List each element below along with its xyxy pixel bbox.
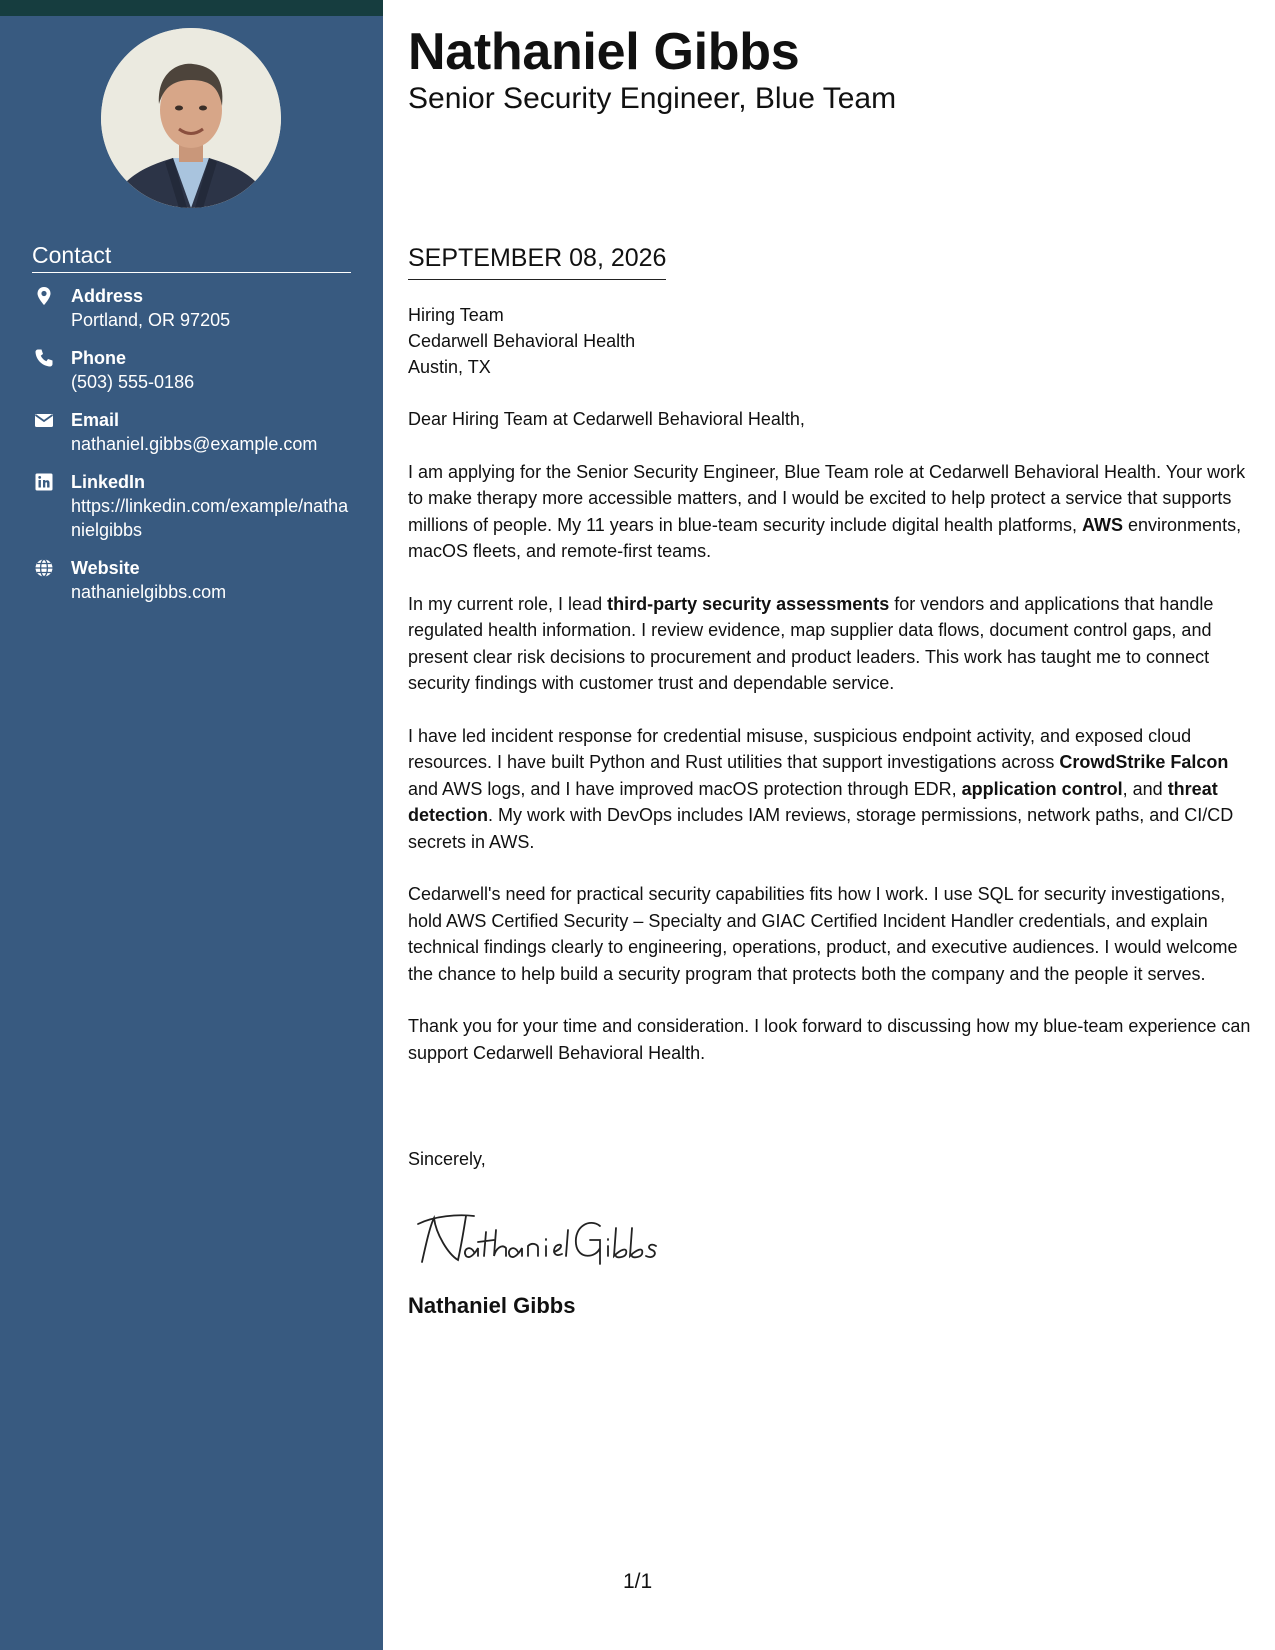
letter-paragraph bbox=[408, 591, 1253, 697]
contact-phone bbox=[32, 346, 357, 394]
letter-date: SEPTEMBER 08, 2026 bbox=[408, 244, 666, 280]
sidebar bbox=[0, 16, 383, 1650]
map-pin-icon bbox=[34, 286, 54, 306]
paragraph-text: environments, macOS fleets, and remote-first teams. bbox=[408, 514, 1242, 561]
closing: Sincerely, bbox=[408, 1149, 486, 1169]
globe-icon bbox=[34, 558, 54, 578]
top-accent-bar bbox=[0, 0, 383, 16]
contact-website bbox=[32, 556, 357, 604]
emphasis-text: application control bbox=[961, 778, 1123, 799]
recipient-line: Hiring Team bbox=[408, 305, 504, 325]
contact-value: Portland, OR 97205 bbox=[71, 310, 231, 330]
contact-label: Address bbox=[71, 286, 144, 306]
contact-linkedin bbox=[32, 470, 357, 542]
website-link[interactable]: nathanielgibbs.com bbox=[71, 582, 227, 602]
paragraph-text: In my current role, I lead bbox=[408, 593, 608, 614]
paragraph-text: I am applying for the Senior Security Engineer, Blue Team role at Cedarwell Behavioral Health. Your work to make therapy more accessible matters, and I would be excited to help protect a service that supports millions of people. My 11 years in blue-team security include digital health platforms, bbox=[408, 461, 1246, 535]
recipient-line: Cedarwell Behavioral Health bbox=[408, 331, 636, 351]
handwritten-signature bbox=[414, 1204, 664, 1279]
emphasis-text: CrowdStrike Falcon bbox=[1059, 752, 1229, 772]
phone-icon bbox=[34, 348, 54, 368]
contact-heading: Contact bbox=[32, 242, 351, 273]
contact-label: Website bbox=[71, 558, 140, 578]
paragraph-text: . My work with DevOps includes IAM reviews, storage permissions, network paths, and CI/CD secrets in AWS. bbox=[408, 805, 1234, 852]
envelope-icon bbox=[34, 410, 54, 430]
contact-address bbox=[32, 284, 357, 332]
emphasis-text: third-party security assessments bbox=[607, 593, 890, 614]
letter-body bbox=[408, 302, 1253, 1092]
profile-photo bbox=[101, 28, 281, 208]
recipient-line: Austin, TX bbox=[408, 357, 491, 377]
emphasis-text: threat detection bbox=[408, 778, 1218, 825]
contact-email bbox=[32, 408, 357, 456]
contact-label: Phone bbox=[71, 348, 127, 368]
paragraph-text: I have led incident response for credential misuse, suspicious endpoint activity, and exposed cloud resources. I have built Python and Rust utilities that support investigations across bbox=[408, 725, 1192, 772]
linkedin-link[interactable]: https://linkedin.com/example/nathanielgibbs bbox=[71, 496, 349, 540]
page-number: 1/1 bbox=[623, 1570, 653, 1593]
letter-paragraphs bbox=[408, 459, 1253, 1067]
salutation: Dear Hiring Team at Cedarwell Behavioral Health, bbox=[408, 409, 805, 429]
letter-paragraph bbox=[408, 459, 1253, 565]
letter-paragraph bbox=[408, 723, 1253, 856]
letter-paragraph bbox=[408, 1013, 1253, 1066]
paragraph-text: , and bbox=[1122, 778, 1168, 799]
letter-paragraph bbox=[408, 881, 1253, 987]
paragraph-text: for vendors and applications that handle regulated health information. I review evidence, map supplier data flows, document control gaps, and present clear risk decisions to procurement and product leaders. This work has taught me to connect security findings with customer trust and dependable service. bbox=[408, 593, 1214, 693]
applicant-title: Senior Security Engineer, Blue Team bbox=[408, 82, 897, 115]
emphasis-text: AWS bbox=[1082, 514, 1124, 535]
contact-value: (503) 555-0186 bbox=[71, 372, 195, 392]
contact-list bbox=[32, 284, 357, 618]
recipient-block bbox=[408, 302, 1253, 380]
email-link[interactable]: nathaniel.gibbs@example.com bbox=[71, 434, 318, 454]
paragraph-text: Thank you for your time and consideration. I look forward to discussing how my blue-team experience can support Cedarwell Behavioral Health. bbox=[408, 1016, 1251, 1063]
applicant-name: Nathaniel Gibbs bbox=[408, 23, 800, 81]
signer-name: Nathaniel Gibbs bbox=[408, 1293, 576, 1318]
paragraph-text: and AWS logs, and I have improved macOS protection through EDR, bbox=[408, 778, 962, 799]
linkedin-icon bbox=[34, 472, 54, 492]
contact-label: LinkedIn bbox=[71, 472, 146, 492]
contact-label: Email bbox=[71, 410, 120, 430]
paragraph-text: Cedarwell's need for practical security capabilities fits how I work. I use SQL for security investigations, hold AWS Certified Security – Specialty and GIAC Certified Incident Handler credentials, and explain technical findings clearly to engineering, operations, product, and executive audiences. I would welcome the chance to help build a security program that protects both the company and the people it serves. bbox=[408, 884, 1238, 984]
